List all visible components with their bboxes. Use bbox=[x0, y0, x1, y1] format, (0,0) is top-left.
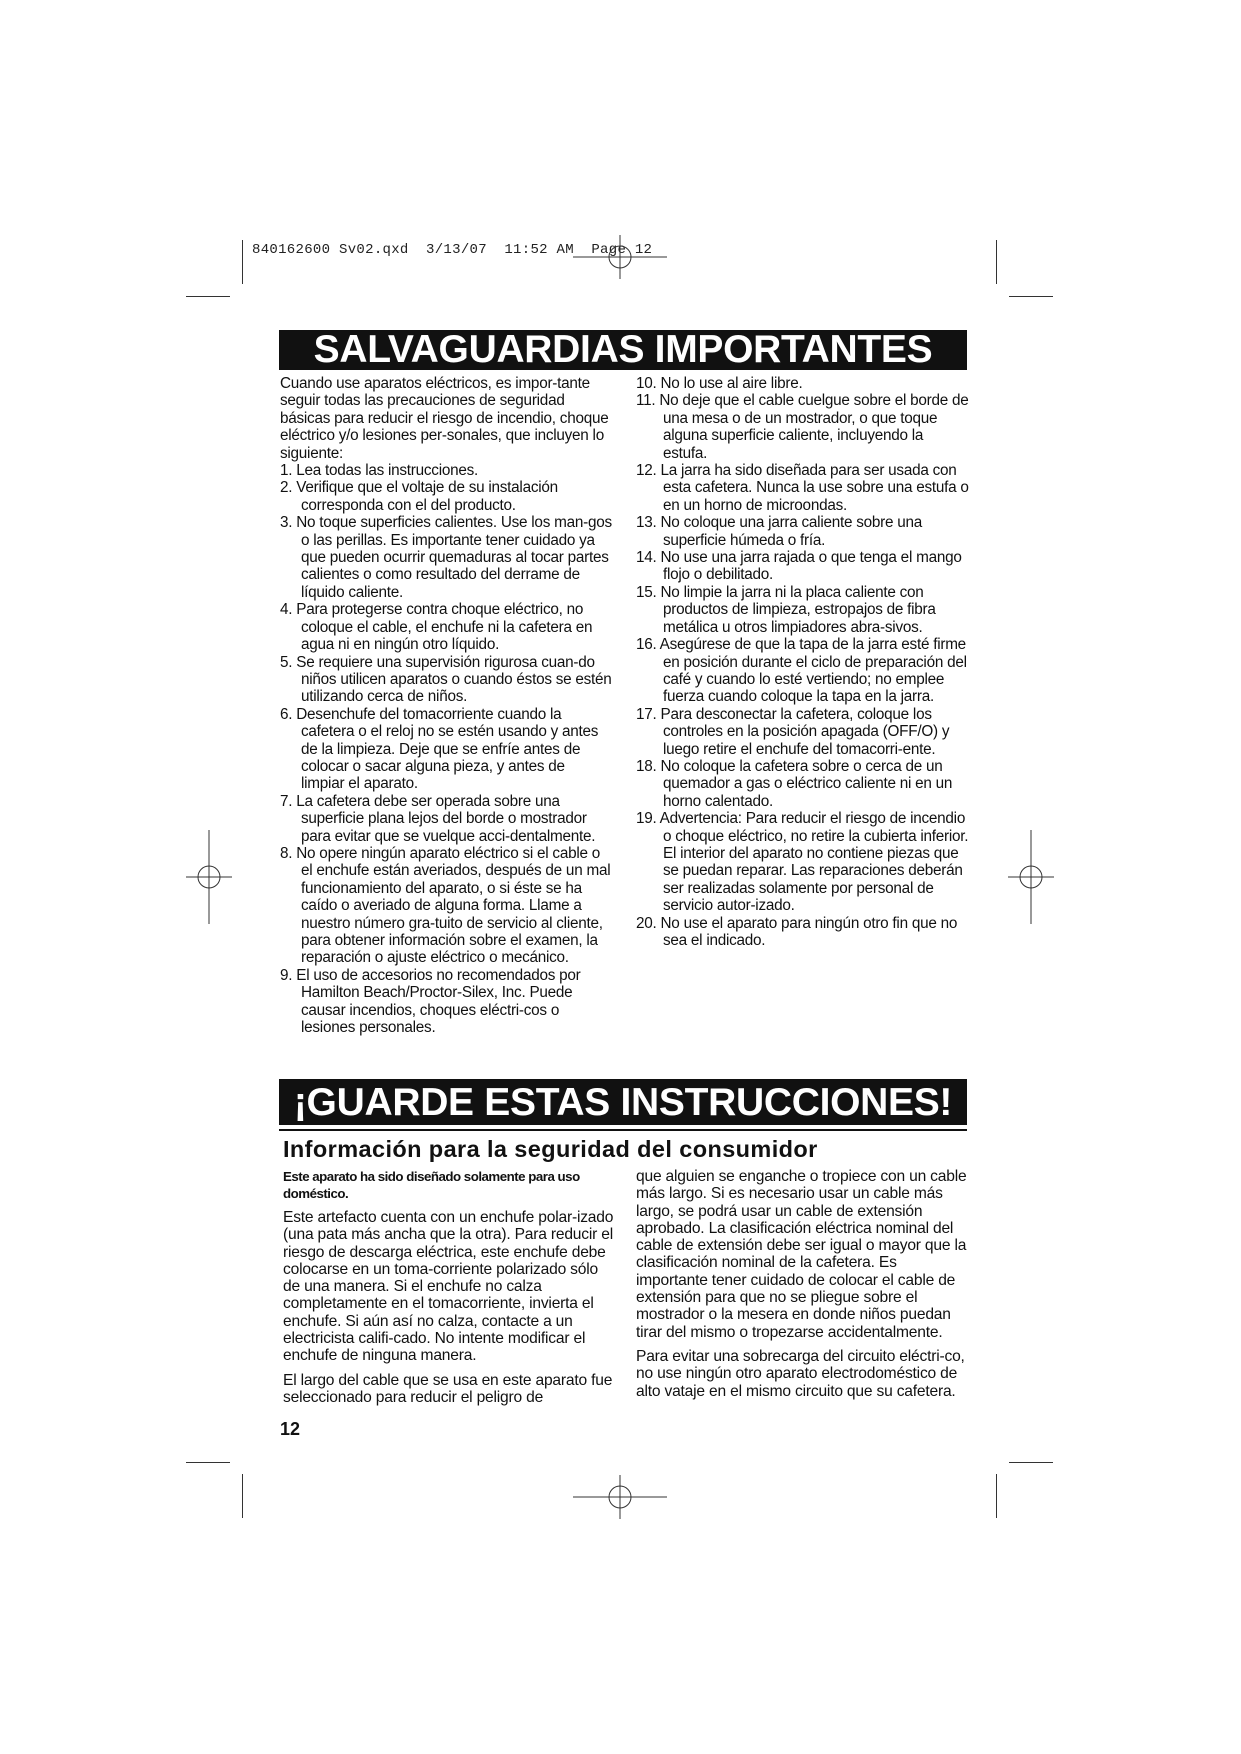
crop-mark bbox=[1009, 296, 1053, 297]
safeguard-item: 4. Para protegerse contra choque eléctrico, no coloque el cable, el enchufe ni la cafetera en agua ni en ningún otro líquido. bbox=[280, 601, 593, 654]
safeguard-item: 20. No use el aparato para ningún otro fin que no sea el indicado. bbox=[636, 914, 958, 949]
consumer-safety-heading: Información para la seguridad del consumidor bbox=[283, 1136, 818, 1162]
safeguard-item: 2. Verifique que el voltaje de su instalación corresponda con el del producto. bbox=[280, 479, 558, 514]
safeguards-intro: Cuando use aparatos eléctricos, es impor-tante seguir todas las precauciones de seguridad básicas para reducir el riesgo de incendio, choque eléctrico y/o lesiones per-sonales, que incluyen lo siguiente: bbox=[280, 375, 609, 462]
safeguard-item: 1. Lea todas las instrucciones. bbox=[280, 462, 479, 480]
safeguards-title: SALVAGUARDIAS IMPORTANTES bbox=[279, 330, 967, 370]
safeguard-item: 5. Se requiere una supervisión rigurosa cuan-do niños utilicen aparatos o cuando éstos se estén utilizando cerca de niños. bbox=[280, 653, 612, 706]
safeguard-item: 6. Desenchufe del tomacorriente cuando la cafetera o el reloj no se estén usando y antes de la limpieza. Deje que se enfríe antes de colocar o sacar alguna pieza, y antes de limpiar el aparato. bbox=[280, 705, 599, 793]
safeguard-item: 3. No toque superficies calientes. Use los man-gos o las perillas. Es importante tener cuidado ya que pueden ocurrir quemaduras al tocar partes calientes o como resultado del derrame de líquido caliente. bbox=[280, 514, 612, 601]
safeguard-item: 19. Advertencia: Para reducir el riesgo de incendio o choque eléctrico, no retire la cubierta inferior. El interior del aparato no contiene piezas que se puedan reparar. Las reparaciones deberán ser realizadas solamente por personal de servicio autor-izado. bbox=[636, 810, 969, 915]
extension-cord-paragraph: que alguien se enganche o tropiece con un cable más largo. Si es necesario usar un cable más largo, se podrá usar un cable de extensión aprobado. La clasificación eléctrica nominal del cable de extensión debe ser igual o mayor que la clasificación nominal de la cafetera. Es importante tener cuidado de colocar el cable de extensión para que no se pliegue sobre el mostrador o la mesera en donde niños puedan tirar del mismo o tropezarse accidentalmente. bbox=[636, 1168, 967, 1341]
safeguard-item: 9. El uso de accesorios no recomendados por Hamilton Beach/Proctor-Silex, Inc. Puede causar incendios, choques eléctri-cos o lesiones personales. bbox=[280, 966, 581, 1037]
page-number: 12 bbox=[280, 1419, 301, 1439]
safeguard-item: 18. No coloque la cafetera sobre o cerca de un quemador a gas o eléctrico caliente ni en un horno calentado. bbox=[636, 757, 953, 810]
safeguard-item: 7. La cafetera debe ser operada sobre una superficie plana lejos del borde o mostrador para evitar que se vuelque acci-dentalmente. bbox=[280, 792, 596, 845]
safeguards-left-column bbox=[280, 375, 612, 1036]
section-divider bbox=[279, 1129, 967, 1131]
safeguard-item: 12. La jarra ha sido diseñada para ser usada con esta cafetera. Nunca la use sobre una estufa o en un horno de microondas. bbox=[636, 462, 969, 514]
polarized-plug-paragraph: Este artefacto cuenta con un enchufe polar-izado (una pata más ancha que la otra). Para reducir el riesgo de descarga eléctrica, este enchufe debe colocarse en un toma-corriente polarizado sólo de una manera. Si el enchufe no calza completamente en el tomacorriente, invierta el enchufe. Si aún así no calza, contacte a un electricista califi-cado. No intente modificar el enchufe de ninguna manera. bbox=[283, 1209, 614, 1365]
save-instructions-banner: ¡GUARDE ESTAS INSTRUCCIONES! bbox=[279, 1079, 967, 1125]
crop-mark bbox=[186, 296, 230, 297]
circuit-overload-paragraph: Para evitar una sobrecarga del circuito eléctri-co, no use ningún otro aparato electrodoméstico de alto vataje en el mismo circuito que su cafetera. bbox=[636, 1347, 965, 1400]
crop-mark bbox=[242, 240, 243, 284]
registration-mark-right bbox=[1008, 830, 1054, 924]
registration-mark-bottom bbox=[573, 1475, 667, 1519]
safeguard-item: 16. Asegúrese de que la tapa de la jarra esté firme en posición durante el ciclo de preparación del café y cuando lo esté vertiendo; no emplee fuerza cuando coloque la tapa en la jarra. bbox=[636, 636, 967, 706]
crop-mark bbox=[996, 1474, 997, 1518]
crop-mark bbox=[1009, 1462, 1053, 1463]
printer-slug: 840162600 Sv02.qxd 3/13/07 11:52 AM Page 12 bbox=[252, 242, 653, 258]
registration-mark-top bbox=[573, 235, 667, 279]
safeguards-right-column bbox=[636, 375, 969, 949]
safeguard-item: 14. No use una jarra rajada o que tenga el mango flojo o debilitado. bbox=[636, 549, 962, 584]
registration-mark-left bbox=[186, 830, 232, 924]
crop-mark bbox=[242, 1474, 243, 1518]
safeguard-item: 11. No deje que el cable cuelgue sobre el borde de una mesa o de un mostrador, o que toque alguna superficie caliente, incluyendo la estufa. bbox=[636, 392, 969, 462]
safeguard-item: 8. No opere ningún aparato eléctrico si el cable o el enchufe están averiados, después de un mal funcionamiento del aparato, o si éste se ha caído o averiado de alguna forma. Llame a nuestro número gra-tuito de servicio al cliente, para obtener información sobre el examen, la reparación o ajuste eléctrico o mecánico. bbox=[280, 844, 611, 967]
cord-length-paragraph: El largo del cable que se usa en este aparato fue seleccionado para reducir el peligro de bbox=[283, 1371, 613, 1406]
crop-mark bbox=[996, 240, 997, 284]
safeguard-item: 17. Para desconectar la cafetera, coloque los controles en la posición apagada (OFF/O) y luego retire el enchufe del tomacorri-ente. bbox=[636, 705, 950, 758]
safeguard-item: 13. No coloque una jarra caliente sobre una superficie húmeda o fría. bbox=[636, 514, 923, 549]
consumer-right-column bbox=[636, 1168, 968, 1407]
household-use-note: Este aparato ha sido diseñado solamente para uso doméstico. bbox=[283, 1169, 580, 1201]
safeguard-item: 15. No limpie la jarra ni la placa caliente con productos de limpieza, estropajos de fibra metálica u otros limpiadores abra-sivos. bbox=[636, 583, 936, 636]
crop-mark bbox=[186, 1462, 230, 1463]
consumer-left-column bbox=[283, 1168, 615, 1413]
safeguard-item: 10. No lo use al aire libre. bbox=[636, 375, 803, 392]
